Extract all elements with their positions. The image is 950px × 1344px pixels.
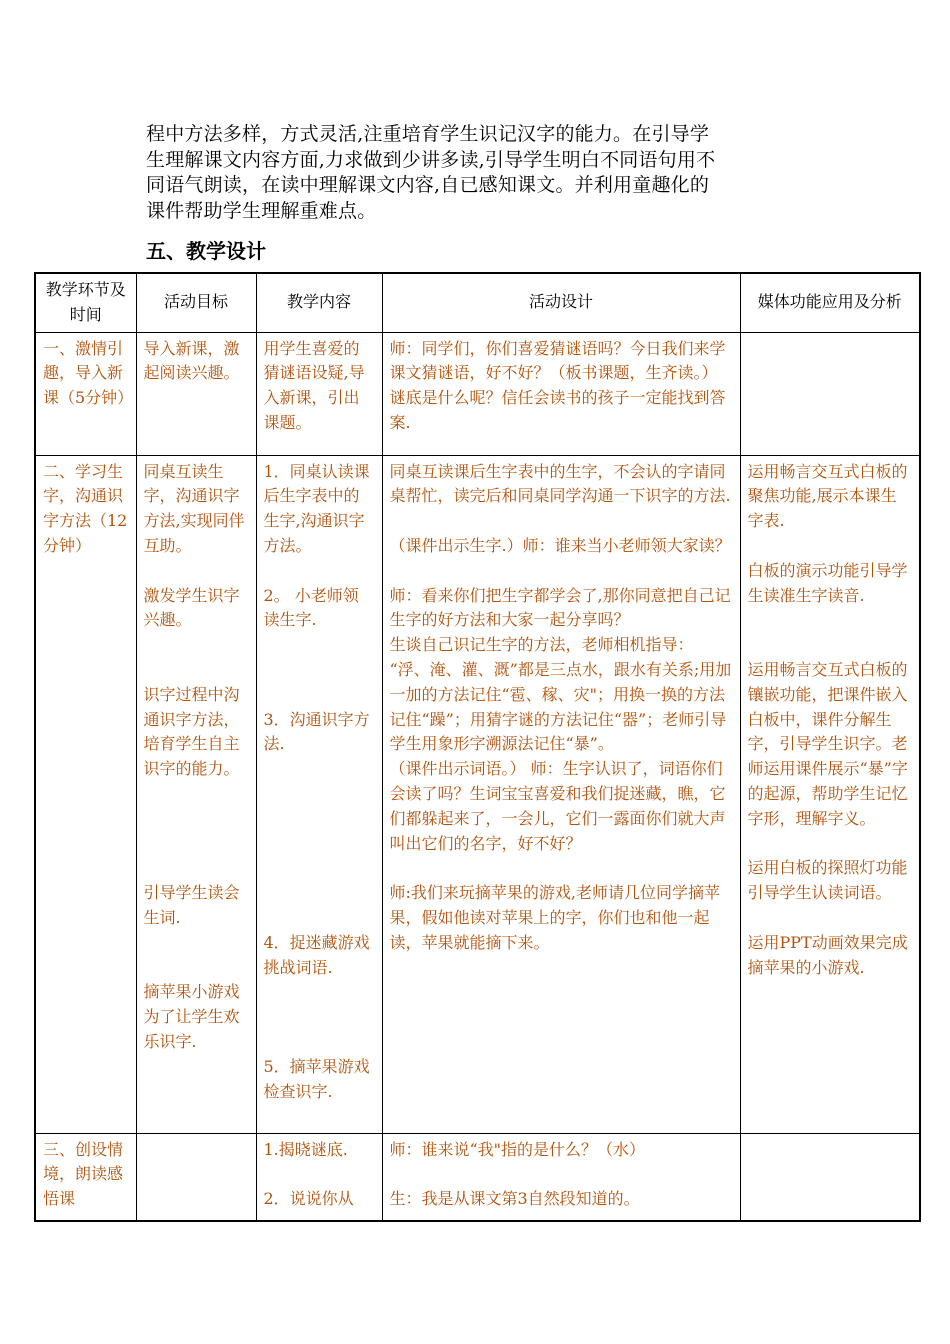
cell-text: 摘苹果小游戏为了让学生欢乐识字.: [143, 982, 240, 1051]
cell-text: 二、学习生字，沟通识字方法（12分钟）: [43, 461, 128, 555]
spacer: [264, 881, 375, 906]
cell-text: 引导学生读会生词.: [143, 883, 240, 927]
cell-text: 1.揭晓谜底.: [263, 1139, 348, 1159]
cell-text: 生谈自己识记生字的方法，老师相机指导：: [389, 635, 694, 655]
spacer: [144, 807, 249, 832]
cell-stage: [35, 1133, 136, 1221]
spacer: [390, 509, 733, 534]
spacer: [264, 633, 375, 658]
cell-text: “浮、淹、灌、溉”都是三点水，跟水有关系;用加一加的方法记住“雹、稼、灾"；用换一换的方法记住“躁”；用猜字谜的方法记住“器”；老师引导学生用象形字溯源法记住“暴”。: [389, 659, 732, 754]
spacer: [748, 337, 913, 362]
table-row: [35, 1133, 920, 1221]
cell-text: 5．摘苹果游戏检查识字.: [263, 1056, 370, 1101]
spacer: [144, 633, 249, 658]
spacer: [144, 782, 249, 807]
header-content: 教学内容: [256, 273, 382, 332]
spacer: [144, 658, 249, 683]
cell-media: [740, 332, 920, 455]
cell-stage: [35, 332, 136, 455]
spacer: [144, 559, 249, 584]
cell-text: 师:我们来玩摘苹果的游戏,老师请几位同学摘苹果，假如他读对苹果上的字，你们也和他一起读，苹果就能摘下来。: [389, 883, 720, 952]
cell-text: 1．同桌认读课后生字表中的生字,沟通识字方法。: [263, 461, 370, 555]
cell-text: 师：谁来说“我"指的是什么？（水）: [389, 1139, 646, 1159]
spacer: [748, 1138, 913, 1163]
cell-text: 3．沟通识字方法.: [263, 709, 370, 754]
spacer: [264, 1162, 375, 1187]
spacer: [144, 856, 249, 881]
cell-text: 师：同学们，你们喜爱猜谜语吗？今日我们来学课文猜谜语，好不好？（板书课题，生齐读。）谜底是什么呢？信任会读书的孩子一定能找到答案.: [389, 338, 726, 432]
header-goal: 活动目标: [136, 273, 256, 332]
spacer: [748, 906, 913, 931]
intro-line: 程中方法多样，方式灵活,注重培育学生识记汉字的能力。在引导学: [146, 123, 710, 145]
spacer: [390, 856, 733, 881]
cell-media: [740, 455, 920, 1133]
cell-design: [382, 332, 740, 455]
cell-content: [256, 332, 382, 455]
cell-design: [382, 455, 740, 1133]
spacer: [264, 832, 375, 857]
cell-goal: [136, 1133, 256, 1221]
cell-stage: [35, 455, 136, 1133]
cell-content: [256, 455, 382, 1133]
spacer: [144, 832, 249, 857]
cell-text: 运用白板的探照灯功能引导学生认读词语。: [747, 858, 908, 903]
cell-goal: [136, 455, 256, 1133]
spacer: [264, 856, 375, 881]
cell-text: 导入新课，激起阅读兴趣。: [143, 338, 240, 383]
teaching-design-table: [34, 272, 921, 1222]
spacer: [264, 906, 375, 931]
spacer: [264, 980, 375, 1005]
table-row: [35, 455, 920, 1133]
cell-media: [740, 1133, 920, 1221]
spacer: [264, 807, 375, 832]
cell-text: 一、激情引趣，导入新课（5分钟）: [43, 338, 134, 408]
cell-text: 运用畅言交互式白板的聚焦功能,展示本课生字表.: [747, 461, 908, 531]
spacer: [264, 683, 375, 708]
spacer: [264, 559, 375, 584]
cell-goal: [136, 332, 256, 455]
header-media: 媒体功能应用及分析: [740, 273, 920, 332]
cell-text: 运用畅言交互式白板的镶嵌功能，把课件嵌入白板中，课件分解生字，引导学生识字。老师运用课件展示“暴”字的起源，帮助学生记忆字形，理解字义。: [747, 659, 908, 828]
cell-text: 同桌互读课后生字表中的生字，不会认的字请同桌帮忙，读完后和同桌同学沟通一下识字的方法.: [389, 461, 731, 506]
cell-text: 用学生喜爱的猜谜语设疑,导入新课，引出课题。: [263, 338, 365, 432]
cell-content: [256, 1133, 382, 1221]
spacer: [144, 931, 249, 956]
cell-text: 师：看来你们把生字都学会了,那你同意把自己记生字的好方法和大家一起分享吗？: [389, 585, 731, 630]
cell-text: （课件出示词语。） 师：生字认识了，词语你们会读了吗？生词宝宝喜爱和我们捉迷藏，瞧，它们都躲起来了，一会儿，它们一露面你们就大声叫出它们的名字，好不好？: [389, 759, 726, 853]
spacer: [748, 633, 913, 658]
spacer: [264, 1030, 375, 1055]
cell-text: 2．说说你从: [263, 1189, 354, 1209]
spacer: [144, 1138, 249, 1163]
spacer: [144, 956, 249, 981]
cell-text: 同桌互读生字，沟通识字方法,实现同伴互助。: [143, 461, 245, 555]
cell-text: （课件出示生字.）师：谁来当小老师领大家读？: [389, 535, 731, 555]
intro-paragraph: [146, 122, 810, 224]
spacer: [264, 782, 375, 807]
intro-line: 生理解课文内容方面,力求做到少讲多读,引导学生明白不同语句用不: [146, 148, 716, 171]
table-row: [35, 332, 920, 455]
cell-text: 4．捉迷藏游戏挑战词语.: [263, 932, 370, 977]
cell-text: 2。 小老师领读生字.: [263, 585, 359, 630]
spacer: [390, 559, 733, 584]
cell-text: 生：我是从课文第3自然段知道的。: [389, 1189, 640, 1209]
spacer: [748, 608, 913, 633]
spacer: [748, 534, 913, 559]
header-stage: 教学环节及时间: [35, 273, 136, 332]
cell-text: 三、创设情境，朗读感悟课: [43, 1139, 124, 1209]
section-heading: 五、教学设计: [146, 239, 266, 263]
spacer: [264, 1005, 375, 1030]
cell-text: 运用PPT动画效果完成摘苹果的小游戏.: [747, 932, 908, 977]
cell-text: 识字过程中沟通识字方法，培育学生自主识字的能力。: [143, 684, 240, 779]
cell-design: [382, 1133, 740, 1221]
spacer: [390, 1162, 733, 1187]
cell-text: 白板的演示功能引导学生读准生字读音.: [747, 560, 908, 605]
spacer: [264, 757, 375, 782]
intro-line: 课件帮助学生理解重难点。: [146, 199, 377, 222]
spacer: [264, 658, 375, 683]
header-design: 活动设计: [382, 273, 740, 332]
intro-line: 同语气朗读，在读中理解课文内容,自已感知课文。并利用童趣化的: [146, 174, 710, 196]
spacer: [748, 832, 913, 857]
cell-text: 激发学生识字兴趣。: [143, 585, 240, 630]
